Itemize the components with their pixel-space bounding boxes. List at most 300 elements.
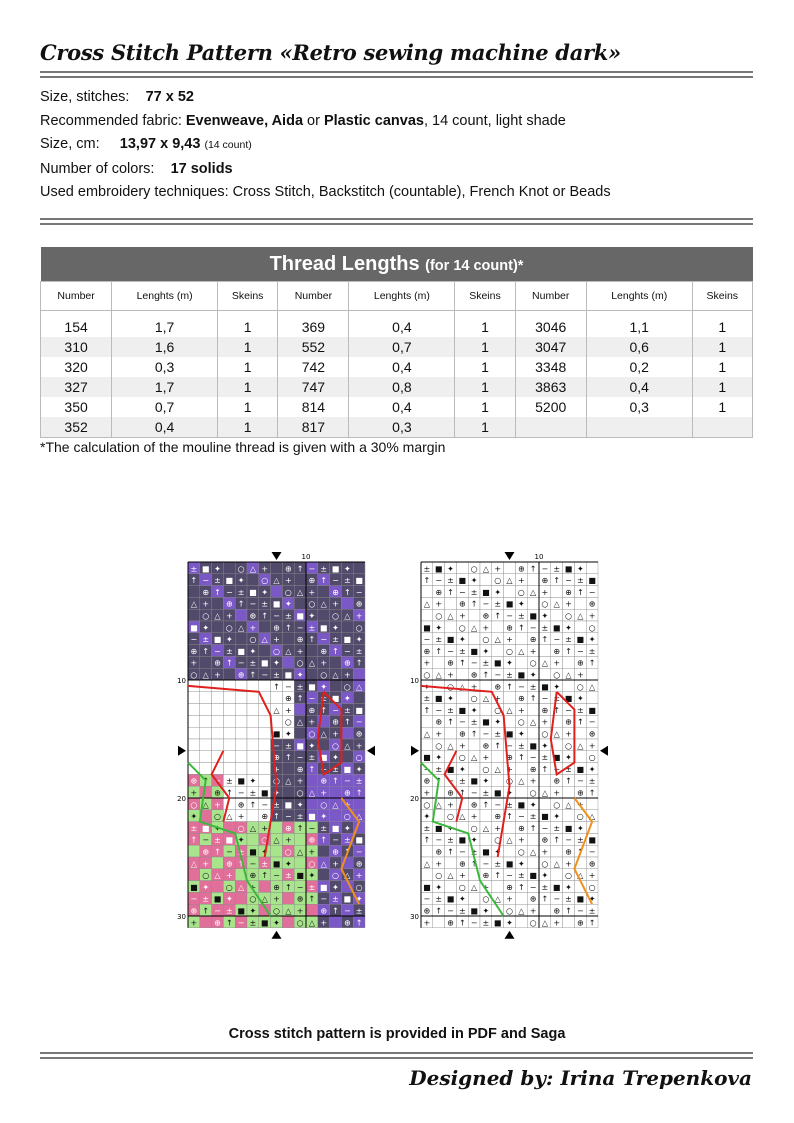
stitch-symbol: ✦ — [588, 764, 596, 774]
stitch-symbol: + — [541, 847, 549, 857]
stitch-symbol: − — [447, 646, 454, 656]
stitch-symbol: ↑ — [237, 859, 245, 869]
stitch-symbol: ⊕ — [529, 894, 537, 904]
table-cell: 1 — [217, 397, 277, 417]
stitch-symbol: ± — [355, 906, 363, 916]
pattern-cell — [200, 739, 212, 751]
stitch-symbol: + — [284, 576, 292, 586]
stitch-symbol: △ — [423, 599, 430, 609]
pattern-cell — [480, 810, 492, 822]
stitch-symbol: − — [423, 894, 431, 904]
stitch-symbol: ⊕ — [494, 812, 502, 822]
stitch-symbol: − — [435, 835, 443, 845]
stitch-symbol: △ — [273, 576, 280, 586]
stitch-symbol: △ — [261, 635, 268, 645]
stitch-symbol: − — [529, 623, 537, 633]
pattern-cell — [515, 656, 527, 668]
stitch-symbol: ■ — [190, 623, 198, 633]
pattern-cell — [341, 727, 353, 739]
stitch-symbol: ■ — [470, 776, 478, 786]
stitch-symbol: − — [296, 623, 304, 633]
thread-table-header — [41, 247, 753, 282]
stitch-symbol: ⊕ — [190, 776, 198, 786]
pattern-cell — [480, 704, 492, 716]
pattern-cell — [539, 774, 551, 786]
stitch-symbol: ⊕ — [588, 599, 596, 609]
stitch-symbol: ✦ — [214, 823, 221, 833]
stitch-symbol: ± — [343, 705, 351, 715]
stitch-symbol: ± — [214, 576, 221, 586]
stitch-symbol: + — [273, 635, 280, 645]
pattern-cell — [433, 656, 445, 668]
pattern-cell — [421, 609, 433, 621]
stitch-symbol: △ — [565, 670, 572, 680]
stitch-symbol: ✦ — [553, 682, 561, 692]
stitch-symbol: ⊕ — [588, 859, 596, 869]
column-header: Skeins — [217, 282, 277, 311]
stitch-symbol: ⊕ — [458, 599, 466, 609]
table-row — [41, 377, 753, 397]
stitch-symbol: △ — [344, 871, 351, 881]
pattern-cell — [259, 680, 271, 692]
stitch-symbol: − — [482, 599, 490, 609]
stitch-symbol: △ — [447, 871, 454, 881]
center-marker-icon — [178, 746, 186, 756]
table-cell: 350 — [41, 397, 112, 417]
table-cell: 1 — [217, 377, 277, 397]
stitch-symbol: △ — [482, 694, 489, 704]
pattern-cell — [235, 892, 247, 904]
stitch-symbol: ⊕ — [458, 859, 466, 869]
stitch-symbol: ± — [332, 764, 339, 774]
pattern-cell — [200, 727, 212, 739]
pattern-cell — [574, 727, 586, 739]
stitch-symbol: ○ — [214, 812, 221, 822]
stitch-symbol: ○ — [541, 599, 549, 609]
pattern-cell — [421, 739, 433, 751]
pattern-cell — [445, 857, 457, 869]
stitch-symbol: ⊕ — [320, 776, 328, 786]
stitch-symbol: ↑ — [447, 587, 454, 597]
stitch-symbol: ✦ — [320, 682, 328, 692]
stitch-symbol: + — [588, 871, 596, 881]
stitch-symbol: ⊕ — [214, 658, 221, 668]
stitch-symbol: ⊕ — [214, 788, 221, 798]
stitch-symbol: ✦ — [320, 812, 328, 822]
pattern-cell — [223, 692, 235, 704]
stitch-symbol: + — [588, 611, 596, 621]
stitch-symbol: − — [261, 670, 269, 680]
stitch-symbol: ■ — [319, 753, 328, 763]
stitch-symbol: ✦ — [458, 894, 466, 904]
table-cell: 1 — [455, 337, 515, 357]
stitch-symbol: − — [553, 894, 561, 904]
stitch-symbol: ± — [458, 646, 466, 656]
stitch-symbol: ⊕ — [506, 882, 513, 892]
pattern-cell — [480, 833, 492, 845]
stitch-symbol: ○ — [470, 823, 478, 833]
stitch-symbol: ✦ — [494, 847, 502, 857]
stitch-symbol: ✦ — [296, 670, 304, 680]
stitch-symbol: − — [588, 587, 596, 597]
table-cell: 1 — [455, 377, 515, 397]
stitch-symbol: − — [470, 658, 478, 668]
pattern-cell — [504, 845, 516, 857]
stitch-symbol: ⊕ — [553, 646, 561, 656]
stitch-symbol: ⊕ — [332, 847, 339, 857]
pattern-cell — [235, 727, 247, 739]
stitch-symbol: ■ — [284, 670, 293, 680]
table-cell: 0,6 — [586, 337, 692, 357]
stitch-symbol: ↑ — [284, 623, 292, 633]
stitch-symbol: − — [470, 918, 478, 928]
pattern-cell — [259, 739, 271, 751]
pattern-cell — [188, 715, 200, 727]
stitch-symbol: ○ — [494, 576, 502, 586]
stitch-symbol: ± — [423, 564, 431, 574]
stitch-symbol: ± — [541, 623, 549, 633]
stitch-symbol: + — [190, 658, 198, 668]
stitch-symbol: ■ — [331, 564, 340, 574]
stitch-symbol: ⊕ — [470, 670, 478, 680]
pattern-cell — [539, 798, 551, 810]
stitch-symbol: △ — [423, 859, 430, 869]
thread-table-column-headers — [41, 282, 753, 311]
stitch-symbol: ± — [576, 576, 584, 586]
stitch-symbol: ■ — [493, 788, 502, 798]
stitch-symbol: ± — [320, 694, 328, 704]
stitch-symbol: − — [435, 576, 443, 586]
stitch-symbol: ■ — [213, 894, 222, 904]
pattern-cell — [586, 668, 598, 680]
stitch-symbol: ✦ — [565, 623, 572, 633]
pattern-cell — [235, 715, 247, 727]
stitch-symbol: + — [423, 918, 431, 928]
table-cell: 0,8 — [349, 377, 455, 397]
stitch-symbol: ■ — [331, 823, 340, 833]
stitch-symbol: − — [343, 776, 351, 786]
stitch-symbol: ○ — [261, 835, 269, 845]
pattern-cell — [223, 727, 235, 739]
stitch-symbol: − — [284, 812, 292, 822]
stitch-symbol: ■ — [564, 823, 573, 833]
tick-label: 30 — [177, 913, 186, 921]
tick-label: 20 — [410, 795, 419, 803]
stitch-symbol: △ — [577, 611, 584, 621]
stitch-symbol: ↑ — [423, 576, 431, 586]
pattern-cell — [574, 597, 586, 609]
stitch-symbol: △ — [553, 859, 560, 869]
stitch-symbol: ○ — [343, 682, 351, 692]
stitch-symbol: △ — [447, 611, 454, 621]
pattern-cell — [200, 751, 212, 763]
stitch-symbol: △ — [285, 646, 292, 656]
stitch-symbol: ✦ — [308, 611, 316, 621]
tick-label: 30 — [410, 913, 419, 921]
pattern-cell — [223, 763, 235, 775]
stitch-symbol: + — [494, 694, 502, 704]
stitch-symbol: ○ — [553, 670, 561, 680]
stitch-symbol: ■ — [552, 882, 561, 892]
center-marker-icon — [505, 552, 515, 560]
stitch-symbol: ■ — [237, 776, 245, 786]
stitch-symbol: + — [202, 599, 210, 609]
stitch-symbol: △ — [308, 658, 315, 668]
stitch-symbol: ⊕ — [190, 906, 198, 916]
stitch-symbol: ↑ — [332, 776, 339, 786]
stitch-symbol: − — [261, 800, 269, 810]
stitch-symbol: △ — [447, 741, 454, 751]
pattern-cell — [492, 751, 504, 763]
table-cell: 1 — [692, 337, 752, 357]
stitch-symbol: ✦ — [470, 576, 478, 586]
stitch-symbol: ○ — [517, 587, 525, 597]
table-cell: 817 — [278, 417, 349, 438]
stitch-symbol: ■ — [458, 835, 467, 845]
stitch-symbol: △ — [249, 564, 256, 574]
stitch-symbol: − — [308, 694, 316, 704]
stitch-symbol: ✦ — [355, 635, 363, 645]
stitch-symbol: ↑ — [320, 835, 328, 845]
pattern-cell — [294, 597, 306, 609]
stitch-symbol: ↑ — [588, 918, 596, 928]
stitch-symbol: ⊕ — [308, 705, 316, 715]
pattern-cell — [539, 668, 551, 680]
stitch-symbol: + — [296, 646, 304, 656]
stitch-symbol: − — [576, 776, 584, 786]
stitch-symbol: + — [332, 599, 339, 609]
stitch-symbol: + — [529, 646, 537, 656]
stitch-symbol: − — [541, 694, 549, 704]
stitch-symbol: ✦ — [202, 623, 210, 633]
stitch-symbol: + — [284, 835, 292, 845]
stitch-symbol: ■ — [564, 694, 573, 704]
stitch-symbol: ✦ — [284, 729, 292, 739]
size-cm-label: Size, cm: — [40, 136, 100, 152]
stitch-symbol: ⊕ — [237, 800, 245, 810]
stitch-symbol: ✦ — [588, 894, 596, 904]
stitch-symbol: ↑ — [506, 812, 513, 822]
stitch-symbol: ■ — [308, 812, 316, 822]
stitch-symbol: + — [320, 918, 328, 928]
stitch-symbol: ■ — [260, 788, 269, 798]
stitch-symbol: ✦ — [237, 835, 245, 845]
stitch-symbol: + — [320, 788, 328, 798]
pattern-cell — [200, 680, 212, 692]
stitch-symbol: ± — [237, 847, 245, 857]
stitch-symbol: ⊕ — [482, 871, 490, 881]
pattern-cell — [271, 562, 283, 574]
stitch-symbol: ± — [284, 871, 292, 881]
stitch-symbol: ■ — [331, 694, 340, 704]
stitch-symbol: ⊕ — [529, 635, 537, 645]
stitch-symbol: ■ — [588, 576, 596, 586]
stitch-symbol: − — [273, 611, 280, 621]
stitch-symbol: ○ — [308, 729, 316, 739]
stitch-symbol: ↑ — [284, 882, 292, 892]
stitch-symbol: △ — [238, 882, 245, 892]
pattern-cell — [586, 798, 598, 810]
pattern-cell — [188, 727, 200, 739]
stitch-symbol: ✦ — [529, 670, 537, 680]
stitch-symbol: − — [529, 882, 537, 892]
stitch-symbol: ○ — [447, 682, 454, 692]
stitch-symbol: △ — [285, 776, 292, 786]
stitch-symbol: ■ — [482, 587, 490, 597]
column-header: Number — [278, 282, 349, 311]
stitch-symbol: ✦ — [517, 599, 525, 609]
pattern-cell — [445, 597, 457, 609]
pattern-cell — [330, 680, 342, 692]
stitch-symbol: ✦ — [588, 635, 596, 645]
stitch-symbol: + — [308, 847, 316, 857]
stitch-symbol: △ — [320, 859, 327, 869]
pattern-cell — [574, 621, 586, 633]
stitch-symbol: ⊕ — [565, 717, 572, 727]
stitch-symbol: + — [435, 599, 443, 609]
stitch-symbol: ± — [565, 635, 572, 645]
table-cell: 1 — [692, 357, 752, 377]
color-chart-grid — [188, 562, 365, 928]
table-cell: 0,4 — [349, 357, 455, 377]
pattern-info — [40, 86, 611, 205]
table-cell: 327 — [41, 377, 112, 397]
stitch-symbol: − — [332, 576, 339, 586]
stitch-symbol: ✦ — [249, 646, 257, 656]
stitch-symbol: △ — [518, 776, 525, 786]
pattern-cell — [468, 892, 480, 904]
stitch-symbol: ○ — [423, 800, 431, 810]
pattern-cell — [200, 916, 212, 928]
stitch-symbol: − — [482, 859, 490, 869]
pattern-cell — [247, 704, 259, 716]
colors-line — [40, 158, 611, 182]
stitch-symbol: △ — [482, 564, 489, 574]
stitch-symbol: △ — [202, 670, 209, 680]
stitch-symbol: △ — [356, 812, 363, 822]
pattern-cell — [235, 692, 247, 704]
pattern-cell — [223, 704, 235, 716]
stitch-symbol: − — [423, 635, 431, 645]
stitch-symbol: ± — [423, 694, 431, 704]
stitch-symbol: ○ — [506, 906, 513, 916]
stitch-symbol: ✦ — [261, 847, 269, 857]
stitch-symbol: − — [308, 564, 316, 574]
stitch-symbol: ✦ — [458, 764, 466, 774]
table-cell — [692, 417, 752, 438]
pattern-cell — [551, 586, 563, 598]
pattern-cell — [433, 786, 445, 798]
stitch-symbol: ↑ — [423, 705, 431, 715]
pattern-cell — [468, 763, 480, 775]
stitch-symbol: ○ — [482, 764, 490, 774]
thread-lengths-table — [40, 247, 753, 438]
stitch-symbol: − — [237, 918, 245, 928]
stitch-symbol: ⊕ — [284, 694, 292, 704]
stitch-symbol: ■ — [434, 564, 443, 574]
stitch-symbol: ✦ — [565, 753, 572, 763]
stitch-symbol: ± — [541, 882, 549, 892]
stitch-symbol: △ — [356, 682, 363, 692]
stitch-symbol: ⊕ — [423, 776, 431, 786]
stitch-symbol: ± — [249, 918, 257, 928]
stitch-symbol: + — [458, 611, 466, 621]
stitch-symbol: ± — [506, 800, 513, 810]
stitch-symbol: − — [249, 599, 257, 609]
table-cell: 1,6 — [112, 337, 218, 357]
stitch-symbol: ± — [284, 611, 292, 621]
stitch-symbol: ○ — [541, 729, 549, 739]
stitch-symbol: ↑ — [284, 753, 292, 763]
pattern-cell — [586, 692, 598, 704]
stitch-symbol: ○ — [355, 623, 363, 633]
stitch-symbol: + — [296, 906, 304, 916]
stitch-symbol: − — [237, 788, 245, 798]
pattern-cell — [445, 881, 457, 893]
pattern-cell — [212, 727, 224, 739]
stitch-symbol: ✦ — [506, 788, 513, 798]
footer-divider-secondary — [40, 1057, 753, 1059]
stitch-symbol: ↑ — [190, 576, 198, 586]
stitch-symbol: ↑ — [553, 835, 561, 845]
stitch-symbol: + — [517, 705, 525, 715]
stitch-symbol: △ — [506, 576, 513, 586]
stitch-symbol: ⊕ — [296, 764, 304, 774]
stitch-symbol: ± — [470, 847, 478, 857]
stitch-symbol: ± — [470, 717, 478, 727]
stitch-symbol: ↑ — [447, 847, 454, 857]
stitch-symbol: ± — [355, 646, 363, 656]
stitch-symbol: ■ — [355, 576, 363, 586]
stitch-symbol: − — [541, 564, 549, 574]
stitch-symbol: ○ — [249, 635, 257, 645]
stitch-symbol: ○ — [190, 670, 198, 680]
pattern-cell — [353, 562, 365, 574]
stitch-symbol: + — [482, 623, 490, 633]
stitch-symbol: ■ — [225, 576, 234, 586]
stitch-symbol: ⊕ — [565, 587, 572, 597]
stitch-symbol: ↑ — [482, 670, 490, 680]
stitch-symbol: ■ — [249, 587, 257, 597]
stitch-symbol: ↑ — [458, 658, 466, 668]
stitch-symbol: △ — [553, 599, 560, 609]
stitch-symbol: − — [355, 587, 363, 597]
stitch-symbol: ± — [202, 635, 210, 645]
stitch-symbol: ⊕ — [249, 871, 257, 881]
stitch-symbol: ○ — [225, 882, 233, 892]
stitch-symbol: ↑ — [447, 717, 454, 727]
stitch-symbol: ↑ — [541, 894, 549, 904]
stitch-symbol: △ — [332, 670, 339, 680]
stitch-symbol: ✦ — [435, 623, 443, 633]
stitch-symbol: + — [423, 788, 431, 798]
stitch-symbol: △ — [423, 729, 430, 739]
stitch-symbol: − — [576, 646, 584, 656]
stitch-symbol: + — [447, 800, 454, 810]
pattern-cell — [212, 621, 224, 633]
center-marker-icon — [600, 746, 608, 756]
table-row — [41, 417, 753, 438]
stitch-symbol: ± — [332, 894, 339, 904]
stitch-symbol: ○ — [541, 859, 549, 869]
stitch-symbol: ⊕ — [541, 705, 549, 715]
table-cell: 1,1 — [586, 311, 692, 338]
stitch-symbol: ■ — [505, 859, 514, 869]
stitch-symbol: ■ — [552, 753, 561, 763]
stitch-symbol: ○ — [506, 776, 513, 786]
stitch-symbol: ○ — [517, 847, 525, 857]
stitch-symbol: ○ — [320, 800, 328, 810]
